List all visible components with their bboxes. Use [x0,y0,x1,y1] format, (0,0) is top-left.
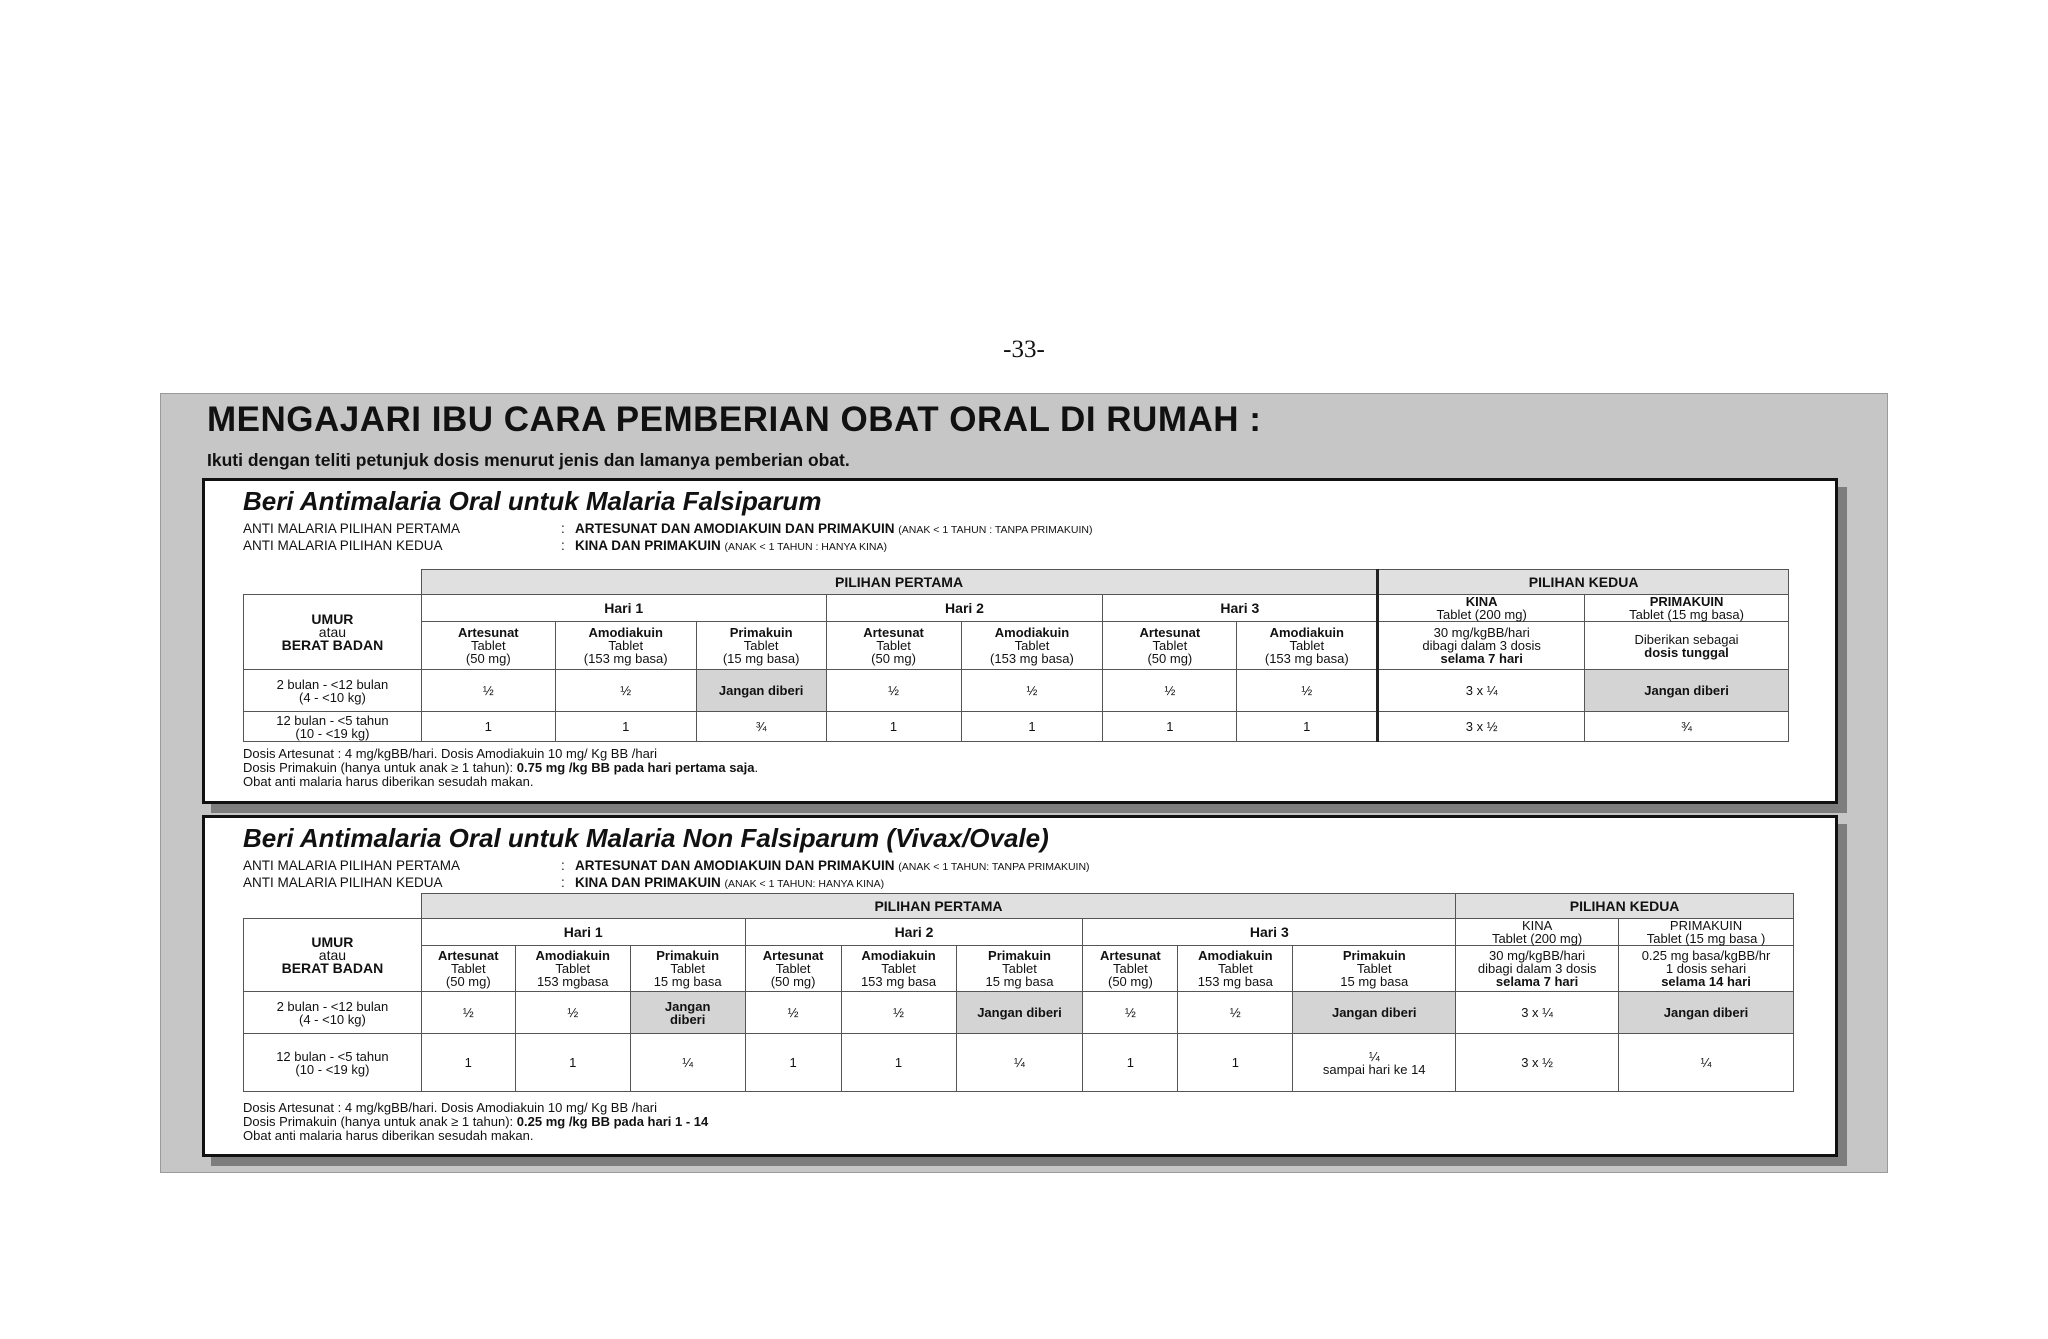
tablet-label: Tablet [1356,961,1392,976]
dose-cell: ½ [1083,992,1178,1034]
kina-dosage [1456,946,1619,992]
primakuin-dose-line: selama 14 hari [1661,974,1751,989]
atau-label: atau [318,623,347,640]
dose-cell: 1 [1103,712,1237,742]
drug-name: Artesunat [457,625,519,640]
age-line: 2 bulan - <12 bulan [276,676,389,692]
blank-cell [244,894,422,919]
kina-tablet: Tablet (200 mg) [1436,607,1527,622]
primakuin-dose-line: dosis tunggal [1644,644,1729,660]
dose-cell: 1 [961,712,1103,742]
first-choice-drug: ARTESUNAT DAN AMODIAKUIN DAN PRIMAKUIN [575,521,895,536]
drug-dose: (50 mg) [1147,651,1193,666]
drug-dose: (153 mg basa) [583,651,668,666]
dose-cell: ½ [555,670,696,712]
drug-dose: (50 mg) [1108,974,1153,989]
drug-name: Primakuin [656,948,720,963]
tablet-label: Tablet [1289,638,1325,653]
drug-name: Primakuin [988,948,1051,963]
drug-name: Artesunat [762,948,824,963]
dose-cell: ¼ [630,1034,745,1092]
dose-cell: 3 x ¼ [1378,670,1585,712]
footnote-period: . [754,760,759,775]
umur-label: UMUR [311,610,354,627]
dose-cell [630,992,745,1034]
umur-header [244,919,422,992]
primakuin-dose-line: Diberikan sebagai [1634,631,1739,647]
hari1-header: Hari 1 [421,919,745,946]
falsiparum-dose-table [243,569,1789,742]
dose-cell: ½ [841,992,956,1034]
dose-cell: ½ [826,670,961,712]
primakuin-header [1619,919,1794,946]
dose-cell: 1 [421,712,555,742]
tablet-label: Tablet [1014,638,1050,653]
kina-header [1456,919,1619,946]
tablet-label: Tablet [1002,961,1037,976]
hari3-header: Hari 3 [1103,595,1378,622]
footnote-line: Obat anti malaria harus diberikan sesudah makan. [243,774,534,789]
dose-cell: ½ [1237,670,1378,712]
drug-dose: 153 mg basa [1197,974,1273,989]
amodiakuin-h2 [841,946,956,992]
first-choice-note: (ANAK < 1 TAHUN: TANPA PRIMAKUIN) [898,861,1090,873]
pilihan-pertama-header: PILIHAN PERTAMA [421,570,1377,595]
dose-cell: ¼ [956,1034,1083,1092]
footnote-line [243,1115,708,1129]
drug-name: Amodiakuin [535,948,610,963]
tablet-label: Tablet [775,961,811,976]
dose-cell: 1 [1083,1034,1178,1092]
tablet-label: Tablet [470,638,506,653]
umur-label: UMUR [311,933,354,950]
second-choice-drug: KINA DAN PRIMAKUIN [575,875,721,890]
kina-dosage [1378,622,1585,670]
nonfalsiparum-title: Beri Antimalaria Oral untuk Malaria Non Falsiparum (Vivax/Ovale) [243,823,1049,853]
table-row [244,712,1789,742]
dose-cell: 3 x ¼ [1456,992,1619,1034]
footnote-line [243,761,758,775]
weight-line: (10 - <19 kg) [295,1061,370,1077]
amodiakuin-h2 [961,622,1103,670]
nonfalsiparum-dose-table [243,893,1794,1092]
drug-dose: 15 mg basa [1340,974,1409,989]
footnote-text: Dosis Primakuin (hanya untuk anak ≥ 1 tahun): [243,1114,514,1129]
dose-cell: 1 [745,1034,841,1092]
falsiparum-footnotes [243,747,758,789]
page-number: -33- [1003,336,1045,363]
instruction-panel [160,393,1888,1173]
artesunat-h3 [1083,946,1178,992]
artesunat-h3 [1103,622,1237,670]
kina-dose-line: dibagi dalam 3 dosis [1422,638,1541,653]
main-title: MENGAJARI IBU CARA PEMBERIAN OBAT ORAL DI RUMAH : [207,400,1262,439]
table-row [244,992,1794,1034]
dose-value: ¼ [1368,1048,1380,1064]
hari3-header: Hari 3 [1083,919,1456,946]
drug-dose: (15 mg basa) [722,651,800,666]
dose-cell: Jangan diberi [956,992,1083,1034]
drug-dose: 153 mg basa [860,974,937,989]
blank-cell [244,570,422,595]
dose-cell: ¼ [1619,1034,1794,1092]
umur-header [244,595,422,670]
drug-name: Primakuin [1342,948,1406,963]
dose-cell: ½ [1103,670,1237,712]
hari1-header: Hari 1 [421,595,826,622]
dose-cell: ½ [1178,992,1293,1034]
colon: : [561,875,565,890]
colon: : [561,521,565,536]
second-choice-note: (ANAK < 1 TAHUN : HANYA KINA) [724,541,888,553]
tablet-label: Tablet [555,961,591,976]
drug-dose: (50 mg) [465,651,511,666]
dose-cell: 1 [1178,1034,1293,1092]
first-choice-label: ANTI MALARIA PILIHAN PERTAMA [243,521,461,536]
dose-cell: ½ [745,992,841,1034]
footnote-text: Dosis Primakuin (hanya untuk anak ≥ 1 tahun): [243,760,514,775]
artesunat-h1 [421,946,515,992]
drug-name: Amodiakuin [1269,625,1344,640]
nonfalsiparum-box [202,815,1838,1157]
age-cell [244,992,422,1034]
dose-cell: 1 [515,1034,630,1092]
primakuin-label: PRIMAKUIN [1649,594,1724,609]
primakuin-h1 [630,946,745,992]
dose-cell: Jangan diberi [696,670,826,712]
drug-name: Artesunat [437,948,499,963]
kina-label: KINA [1521,918,1553,933]
primakuin-dose-line: 1 dosis sehari [1665,961,1747,976]
tablet-label: Tablet [450,961,486,976]
kina-dose-line: 30 mg/kgBB/hari [1489,948,1586,963]
drug-dose: 153 mgbasa [536,974,609,989]
age-line: 12 bulan - <5 tahun [276,1048,389,1064]
artesunat-h2 [826,622,961,670]
drug-name: Amodiakuin [861,948,936,963]
dose-cell: Jangan diberi [1293,992,1456,1034]
drug-name: Artesunat [1139,625,1201,640]
age-cell [244,1034,422,1092]
tablet-label: Tablet [881,961,916,976]
tablet-label: Tablet [608,638,644,653]
first-choice-line [243,858,1090,875]
amodiakuin-h1 [515,946,630,992]
kina-dose-line: 30 mg/kgBB/hari [1433,625,1530,640]
dose-cell [1293,1034,1456,1092]
drug-dose: 15 mg basa [985,974,1054,989]
primakuin-h3 [1293,946,1456,992]
amodiakuin-h3 [1178,946,1293,992]
dose-duration: sampai hari ke 14 [1322,1061,1426,1077]
hari2-header: Hari 2 [745,919,1083,946]
jangan-line: diberi [669,1011,706,1027]
age-cell [244,670,422,712]
dose-cell: 1 [421,1034,515,1092]
kina-tablet: Tablet (200 mg) [1491,931,1583,946]
footnote-line: Dosis Artesunat : 4 mg/kgBB/hari. Dosis Amodiakuin 10 mg/ Kg BB /hari [243,1100,658,1115]
drug-dose: (50 mg) [770,974,816,989]
tablet-label: Tablet [1152,638,1188,653]
dose-cell: Jangan diberi [1619,992,1794,1034]
berat-badan-label: BERAT BADAN [281,959,384,976]
first-choice-drug: ARTESUNAT DAN AMODIAKUIN DAN PRIMAKUIN [575,858,895,873]
sub-title: Ikuti dengan teliti petunjuk dosis menurut jenis dan lamanya pemberian obat. [207,450,850,470]
dose-cell: 1 [1237,712,1378,742]
nonfalsiparum-footnotes [243,1101,708,1143]
age-line: 2 bulan - <12 bulan [276,998,389,1014]
tablet-label: Tablet [876,638,911,653]
primakuin-header [1585,595,1789,622]
dose-cell: 3 x ½ [1456,1034,1619,1092]
kina-dose-line: dibagi dalam 3 dosis [1477,961,1597,976]
colon: : [561,538,565,553]
tablet-label: Tablet [670,961,706,976]
drug-dose: (153 mg basa) [990,651,1074,666]
drug-name: Artesunat [863,625,924,640]
atau-label: atau [318,946,347,963]
table-row [244,670,1789,712]
amodiakuin-h1 [555,622,696,670]
second-choice-line [243,538,1092,555]
dose-cell: 3 x ½ [1378,712,1585,742]
dose-cell: 1 [841,1034,956,1092]
drug-dose: (50 mg) [871,651,916,666]
weight-line: (4 - <10 kg) [299,689,366,705]
artesunat-h2 [745,946,841,992]
tablet-label: Tablet [1217,961,1253,976]
primakuin-h2 [956,946,1083,992]
dose-cell: ¾ [696,712,826,742]
kina-dose-line: selama 7 hari [1440,651,1523,666]
kina-header [1378,595,1585,622]
weight-line: (4 - <10 kg) [298,1011,366,1027]
pilihan-pertama-header: PILIHAN PERTAMA [421,894,1455,919]
dose-cell: Jangan diberi [1585,670,1789,712]
age-cell [244,712,422,742]
dose-cell: ½ [421,992,515,1034]
hari2-header: Hari 2 [826,595,1103,622]
tablet-label: Tablet [743,638,779,653]
artesunat-h1 [421,622,555,670]
primakuin-dosage [1585,622,1789,670]
dose-cell: ½ [515,992,630,1034]
primakuin-h1 [696,622,826,670]
table-row [244,1034,1794,1092]
primakuin-tablet: Tablet (15 mg basa) [1629,607,1744,622]
primakuin-dose-line: 0.25 mg basa/kgBB/hr [1641,948,1771,963]
drug-name: Primakuin [729,625,793,640]
footnote-line: Dosis Artesunat : 4 mg/kgBB/hari. Dosis Amodiakuin 10 mg/ Kg BB /hari [243,746,658,761]
second-choice-label: ANTI MALARIA PILIHAN KEDUA [243,875,443,890]
first-choice-label: ANTI MALARIA PILIHAN PERTAMA [243,858,461,873]
weight-line: (10 - <19 kg) [295,725,370,741]
falsiparum-box [202,478,1838,804]
tablet-label: Tablet [1113,961,1148,976]
drug-dose: (50 mg) [445,974,491,989]
dose-cell: 1 [555,712,696,742]
kina-label: KINA [1465,594,1498,609]
falsiparum-title: Beri Antimalaria Oral untuk Malaria Falsiparum [243,486,822,516]
footnote-line: Obat anti malaria harus diberikan sesudah makan. [243,1128,534,1143]
second-choice-line [243,875,1090,892]
jangan-line: Jangan [664,998,711,1014]
drug-name: Amodiakuin [588,625,663,640]
drug-dose: 15 mg basa [653,974,722,989]
primakuin-label: PRIMAKUIN [1669,918,1743,933]
dose-cell: ½ [421,670,555,712]
drug-name: Amodiakuin [1198,948,1273,963]
dose-cell: ¾ [1585,712,1789,742]
second-choice-note: (ANAK < 1 TAHUN: HANYA KINA) [724,878,885,890]
footnote-bold: 0.25 mg /kg BB pada hari 1 - 14 [516,1114,709,1129]
primakuin-dosage [1619,946,1794,992]
second-choice-drug: KINA DAN PRIMAKUIN [575,538,721,553]
drug-dose: (153 mg basa) [1264,651,1349,666]
dose-cell: ½ [961,670,1103,712]
first-choice-line [243,521,1092,538]
pilihan-kedua-header: PILIHAN KEDUA [1378,570,1789,595]
primakuin-tablet: Tablet (15 mg basa ) [1646,931,1766,946]
pilihan-kedua-header: PILIHAN KEDUA [1456,894,1794,919]
drug-name: Amodiakuin [994,625,1070,640]
amodiakuin-h3 [1237,622,1378,670]
berat-badan-label: BERAT BADAN [281,636,384,653]
falsiparum-drug-choices [243,521,1092,555]
dose-cell: 1 [826,712,961,742]
drug-name: Artesunat [1100,948,1161,963]
second-choice-label: ANTI MALARIA PILIHAN KEDUA [243,538,443,553]
colon: : [561,858,565,873]
age-line: 12 bulan - <5 tahun [276,712,389,728]
footnote-bold: 0.75 mg /kg BB pada hari pertama saja [516,760,755,775]
kina-dose-line: selama 7 hari [1495,974,1579,989]
nonfalsiparum-drug-choices [243,858,1090,892]
first-choice-note: (ANAK < 1 TAHUN : TANPA PRIMAKUIN) [898,524,1093,536]
